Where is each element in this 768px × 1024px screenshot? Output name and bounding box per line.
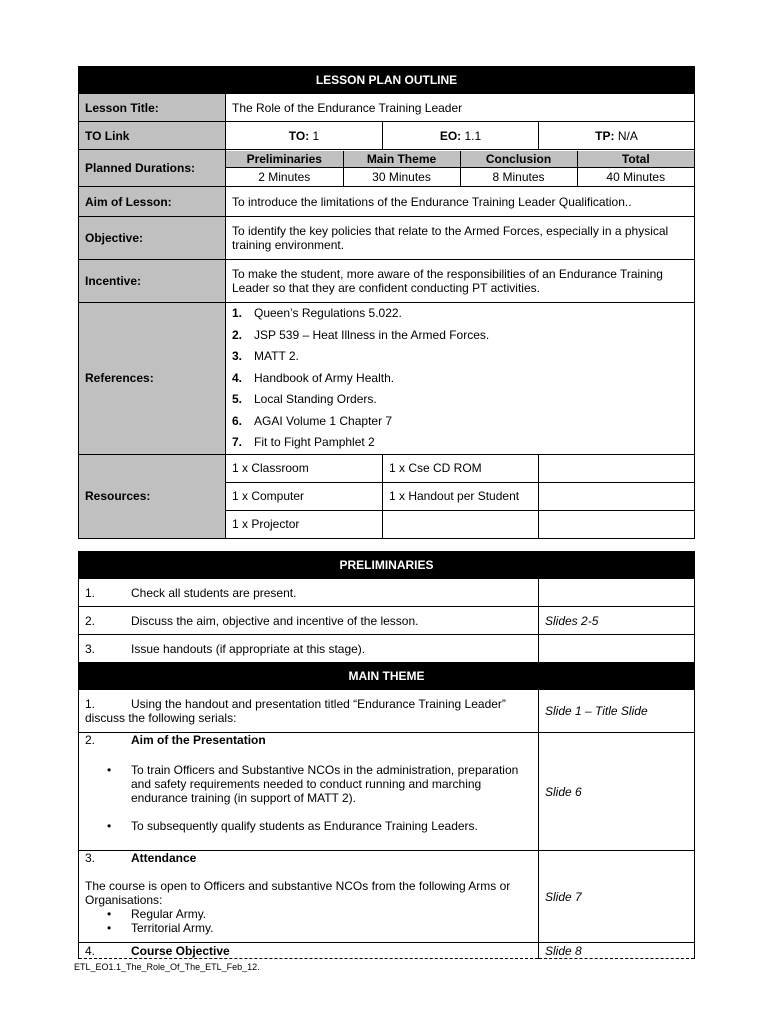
eo-cell <box>383 122 539 150</box>
aim-bullets <box>85 763 532 833</box>
duration-label: Preliminaries <box>226 151 343 168</box>
slide-ref <box>539 579 695 607</box>
duration-label: Conclusion <box>460 151 577 168</box>
to-cell <box>226 122 383 150</box>
duration-value: 30 Minutes <box>343 167 460 186</box>
reference-item: 4. Handbook of Army Health. <box>232 370 395 385</box>
durations-table <box>226 151 694 186</box>
table-row <box>79 943 695 959</box>
main-item-4: 4. Course Objective <box>79 943 539 959</box>
tp-value: N/A <box>617 128 638 143</box>
main-item-3: 3. Attendance The course is open to Officers and substantive NCOs from the following Arms or Organisations: • Regular Army. • Territorial Army. <box>79 851 539 943</box>
slide-ref <box>539 635 695 663</box>
aim-label: Aim of Lesson: <box>79 187 226 217</box>
resource-cell: 1 x Projector <box>226 510 383 538</box>
attendance-text: The course is open to Officers and substantive NCOs from the following Arms or Organisations: <box>85 879 511 907</box>
table-row <box>79 579 695 607</box>
duration-label: Total <box>577 151 694 168</box>
table-row <box>79 635 695 663</box>
prelim-item: 1. Check all students are present. <box>79 579 539 607</box>
list-item: • Territorial Army. <box>107 921 532 935</box>
resource-cell: 1 x Cse CD ROM <box>383 454 539 482</box>
resource-cell <box>539 510 695 538</box>
to-value: 1 <box>312 128 320 143</box>
table-row <box>79 690 695 733</box>
table-row <box>79 851 695 943</box>
slide-ref: Slides 2-5 <box>539 607 695 635</box>
duration-value: 40 Minutes <box>577 167 694 186</box>
prelim-item: 3. Issue handouts (if appropriate at this stage). <box>79 635 539 663</box>
references-list <box>232 303 688 454</box>
reference-item: 5. Local Standing Orders. <box>232 392 377 406</box>
tp-key: TP: <box>595 128 615 143</box>
resource-cell <box>539 482 695 510</box>
eo-value: 1.1 <box>464 128 482 143</box>
preliminaries-header: PRELIMINARIES <box>79 552 695 579</box>
aim-of-presentation-title: Aim of the Presentation <box>131 733 266 747</box>
resource-cell: 1 x Classroom <box>226 454 383 482</box>
planned-durations-label: Planned Durations: <box>79 150 226 187</box>
list-item: • To train Officers and Substantive NCOs in the administration, preparation and safety requirements needed to conduct running and marching endurance training (in support of MATT 2). <box>107 763 532 805</box>
preliminaries-table <box>78 551 695 959</box>
duration-value: 2 Minutes <box>258 169 311 184</box>
eo-key: EO: <box>439 128 462 143</box>
list-item: • To subsequently qualify students as Endurance Training Leaders. <box>107 819 532 833</box>
slide-ref: Slide 8 <box>539 943 695 959</box>
resource-cell <box>383 510 539 538</box>
tp-cell <box>539 122 695 150</box>
duration-label: Main Theme <box>343 151 460 168</box>
references-label: References: <box>79 303 226 455</box>
outline-header: LESSON PLAN OUTLINE <box>79 67 695 94</box>
slide-ref: Slide 1 – Title Slide <box>539 690 695 733</box>
slide-ref: Slide 7 <box>539 851 695 943</box>
reference-item: 2. JSP 539 – Heat Illness in the Armed Forces. <box>232 327 490 342</box>
reference-item: 6. AGAI Volume 1 Chapter 7 <box>232 413 393 428</box>
reference-item: 1. Queen’s Regulations 5.022. <box>232 306 402 320</box>
objective-label: Objective: <box>79 217 226 260</box>
main-item-1: 1. Using the handout and presentation titled “Endurance Training Leader” discuss the following serials: <box>79 690 539 733</box>
resource-cell: 1 x Handout per Student <box>383 482 539 510</box>
resource-cell: 1 x Computer <box>226 482 383 510</box>
main-item-2: 2. Aim of the Presentation • To train Officers and Substantive NCOs in the administration, preparation and safety requirements needed to conduct running and marching endurance training (in support of MATT 2). • To subsequently qualify students as Endurance Training Leaders. <box>79 733 539 851</box>
slide-ref: Slide 6 <box>539 733 695 851</box>
incentive-value: To make the student, more aware of the responsibilities of an Endurance Training Leader so that they are confident conducting PT activities. <box>226 260 695 303</box>
resource-cell <box>539 454 695 482</box>
attendance-bullets <box>85 907 532 935</box>
reference-item: 7. Fit to Fight Pamphlet 2 <box>232 435 375 449</box>
main-theme-header: MAIN THEME <box>79 663 695 690</box>
footer-filename: ETL_EO1.1_The_Role_Of_The_ETL_Feb_12. <box>74 962 260 972</box>
aim-value: To introduce the limitations of the Endurance Training Leader Qualification.. <box>226 187 695 217</box>
table-row <box>79 733 695 851</box>
table-row <box>79 607 695 635</box>
lesson-title-value: The Role of the Endurance Training Leader <box>226 94 695 122</box>
attendance-title: Attendance <box>131 851 197 865</box>
to-link-label: TO Link <box>79 122 226 150</box>
to-key: TO: <box>288 128 310 143</box>
objective-value: To identify the key policies that relate to the Armed Forces, especially in a physical training environment. <box>226 217 695 260</box>
lesson-plan-outline-table <box>78 66 695 539</box>
durations-cell <box>226 150 695 187</box>
duration-value: 8 Minutes <box>460 167 577 186</box>
resources-label: Resources: <box>79 454 226 538</box>
lesson-title-label: Lesson Title: <box>79 94 226 122</box>
references-cell <box>226 303 695 455</box>
incentive-label: Incentive: <box>79 260 226 303</box>
prelim-item: 2. Discuss the aim, objective and incentive of the lesson. <box>79 607 539 635</box>
reference-item: 3. MATT 2. <box>232 349 299 363</box>
course-objective-title: Course Objective <box>131 943 230 958</box>
list-item: • Regular Army. <box>107 907 532 921</box>
